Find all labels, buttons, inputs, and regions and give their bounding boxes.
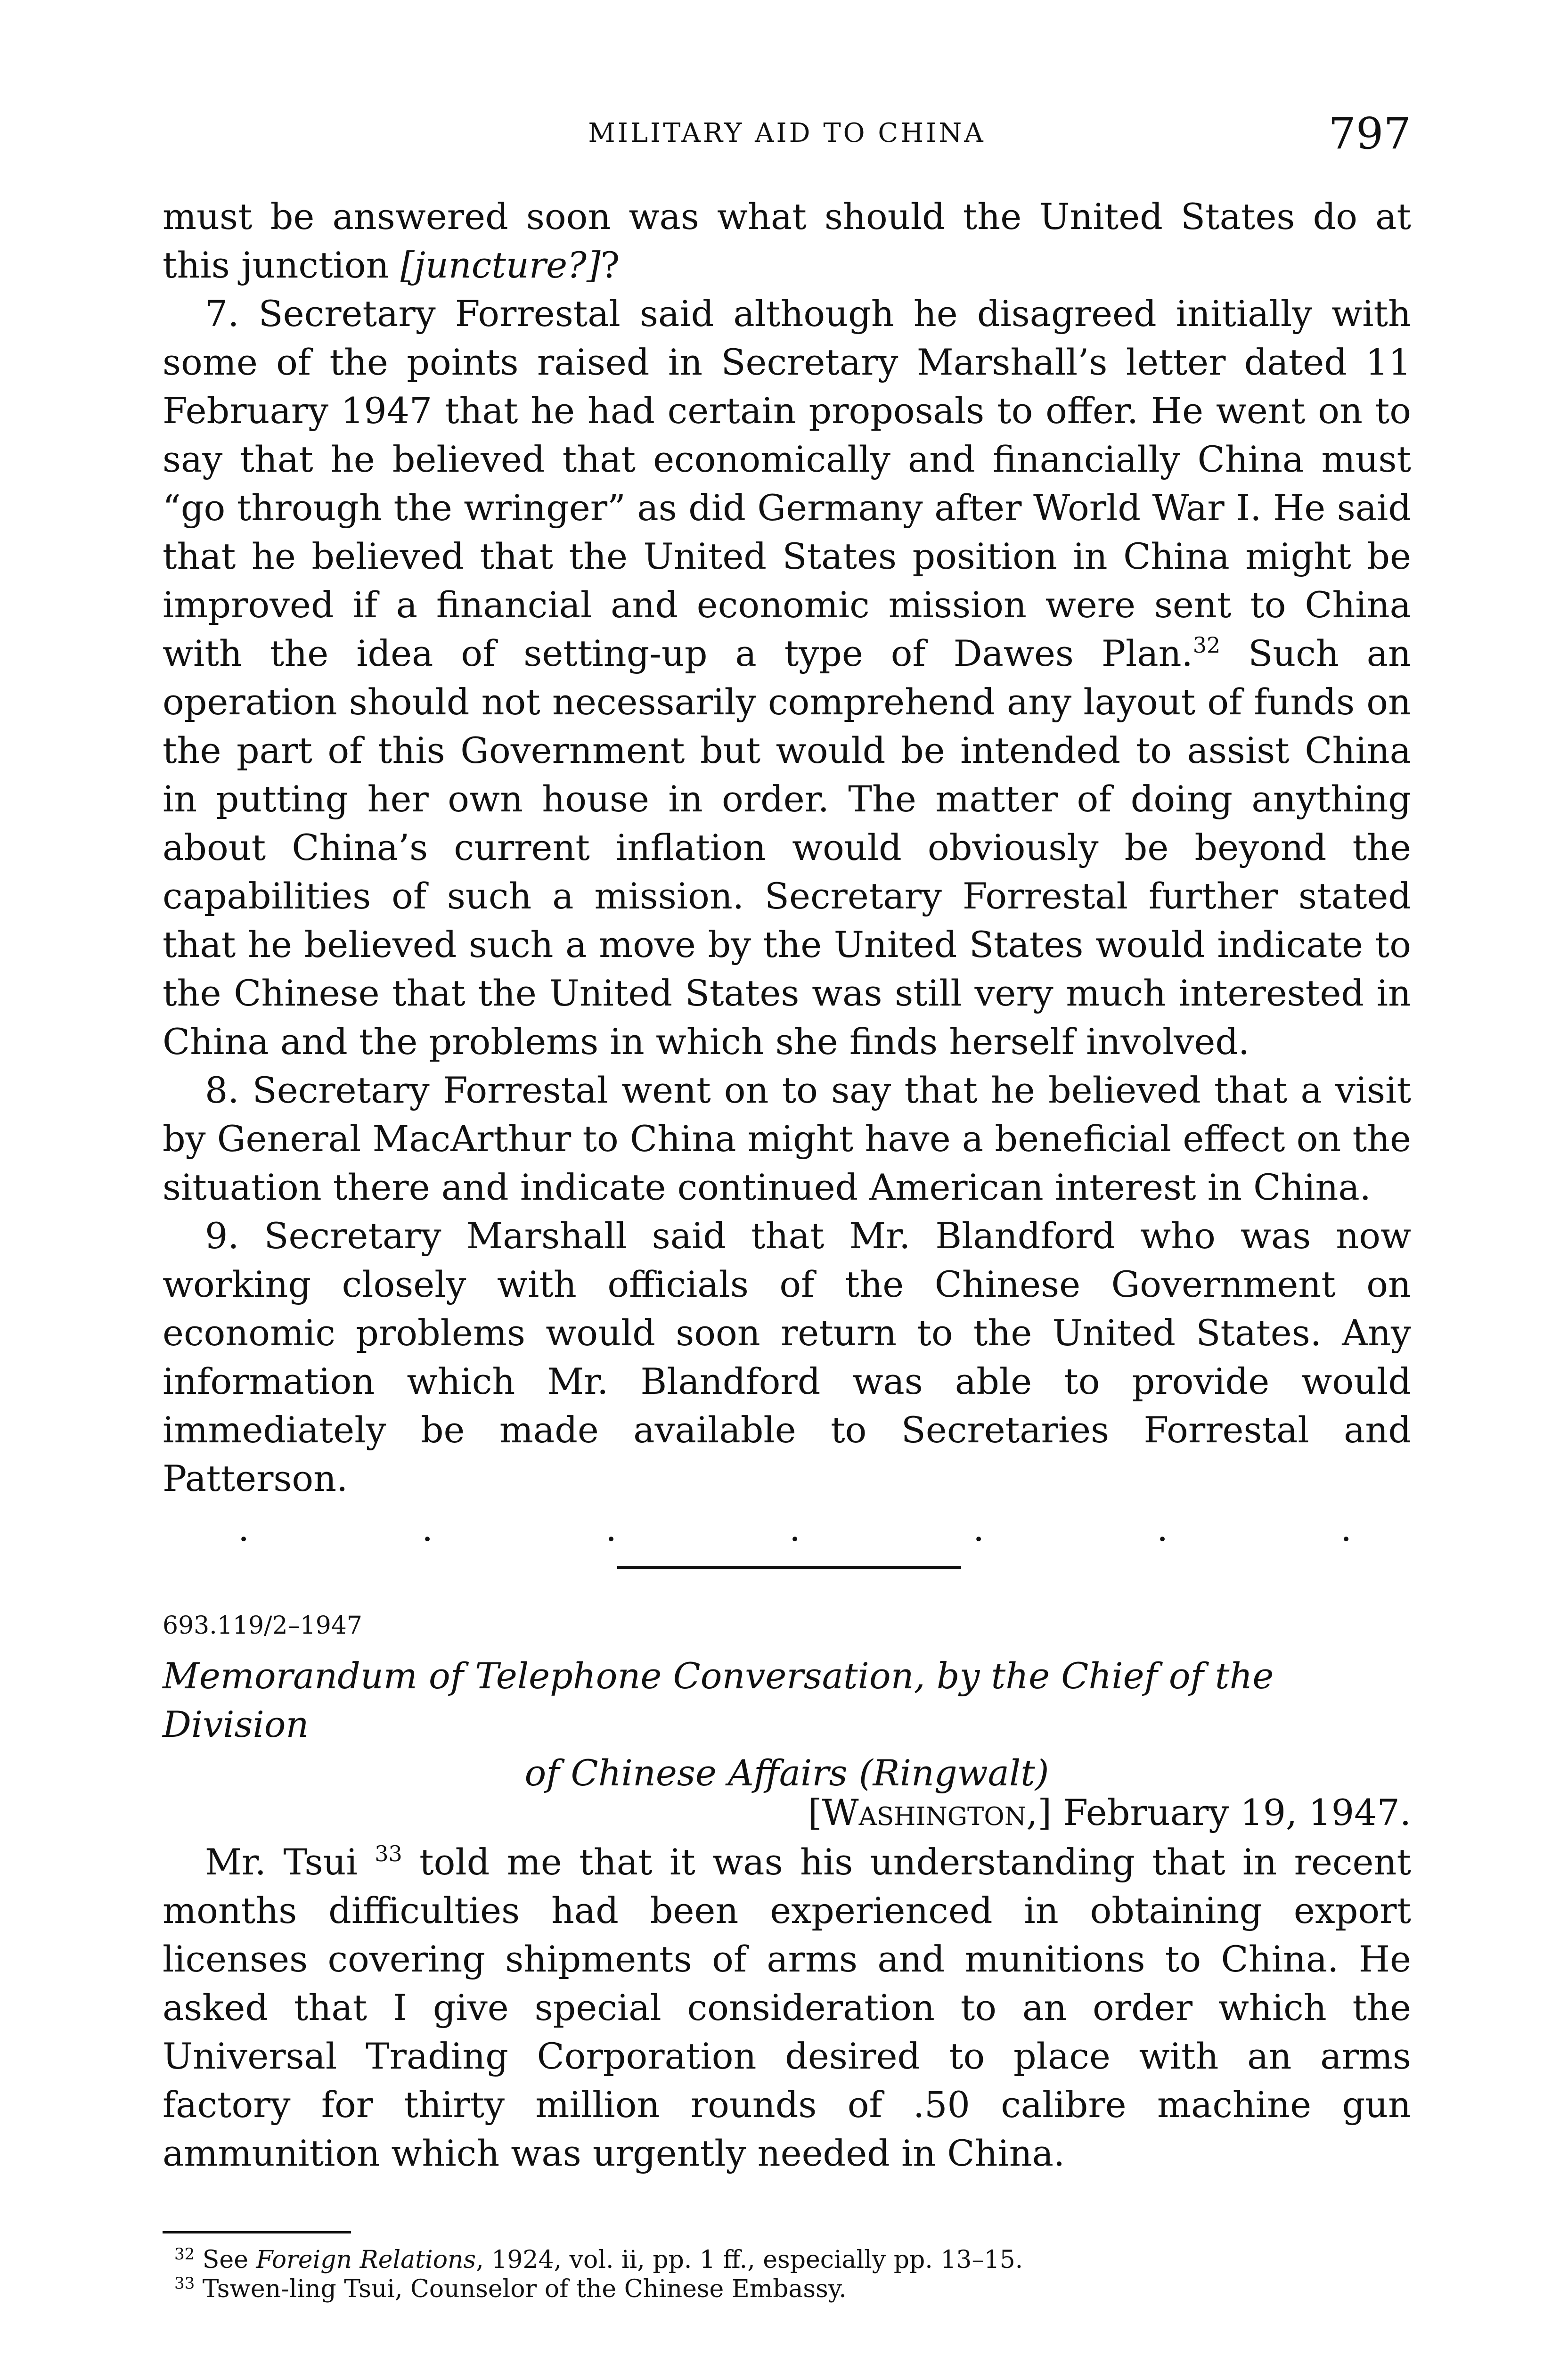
dateline-place: [Washington,] xyxy=(808,1792,1052,1833)
paragraph-8: 8. Secretary Forrestal went on to say that he believed that a visit by General MacArthur to China might have a beneficial effect on the situation there and indicate continued American interest in China. xyxy=(163,1069,1411,1208)
section-separator xyxy=(617,1566,961,1569)
dateline xyxy=(163,1788,1411,1837)
ellipsis-dot: . xyxy=(973,1507,985,1549)
memo-heading xyxy=(163,1652,1411,1797)
paragraph-6-continued: must be answered soon was what should the United States do at this junction [juncture?]? xyxy=(163,196,1411,286)
memo-heading-line-2: of Chinese Affairs (Ringwalt) xyxy=(524,1752,1049,1794)
body-text xyxy=(163,192,1411,1550)
ellipsis-dot: . xyxy=(238,1507,250,1549)
footnote-mark: 32 xyxy=(174,2245,195,2264)
ellipsis-dot: . xyxy=(1157,1507,1168,1549)
footnote-mark: 33 xyxy=(174,2274,195,2293)
file-number: 693.119/2–1947 xyxy=(163,1612,362,1640)
footnote-33: $^{33}$ Tswen-ling Tsui, Counselor of the Chinese Embassy. xyxy=(174,2274,847,2303)
omission-ellipsis xyxy=(163,1507,1411,1550)
paragraph-7: 7. Secretary Forrestal said although he disagreed initially with some of the points raised in Secretary Marshall’s letter dated 11 February 1947 that he had certain proposals to offer. He went on to say that he believed that economically and financially China must “go through the wringer” as did Germany after World War I. He said that he believed that the United States position in China might be improved if a financial and economic mission were sent to China with the idea of setting-up a type of Dawes Plan.$^{32}$ Such an operation should not necessarily comprehend any layout of funds on the part of this Government but would be intended to assist China in putting her own house in order. The matter of doing anything about China’s current inflation would obviously be beyond the capabilities of such a mission. Secretary Forrestal further stated that he believed such a move by the United States would indicate to the Chinese that the United States was still very much interested in China and the problems in which she finds herself involved. xyxy=(163,293,1411,1063)
memo-body xyxy=(163,1838,1411,2177)
ellipsis-dot: . xyxy=(422,1507,433,1549)
running-head xyxy=(163,108,1411,160)
ellipsis-dot: . xyxy=(605,1507,617,1549)
memo-paragraph: Mr. Tsui $^{33}$ told me that it was his understanding that in recent months difficulties had been experienced in obtaining export licenses covering shipments of arms and munitions to China. He asked that I give special consideration to an order which the Universal Trading Corporation desired to place with an arms factory for thirty million rounds of .50 calibre machine gun ammunition which was urgently needed in China. xyxy=(163,1841,1411,2174)
ellipsis-dot: . xyxy=(789,1507,801,1549)
footnote-32: $^{32}$ See Foreign Relations, 1924, vol. ii, pp. 1 ff., especially pp. 13–15. xyxy=(174,2245,1023,2274)
footnote-citation-title: Foreign Relations xyxy=(256,2246,476,2274)
paragraph-9: 9. Secretary Marshall said that Mr. Blandford who was now working closely with officials of the Chinese Government on economic problems would soon return to the United States. Any information which Mr. Blandford was able to provide would immediately be made available to Secretaries Forrestal and Patterson. xyxy=(163,1215,1411,1499)
ellipsis-dot: . xyxy=(1340,1507,1352,1549)
footnote-rule xyxy=(163,2231,351,2233)
footnote-ref-32: 32 xyxy=(1192,632,1221,658)
memo-heading-line-1: Memorandum of Telephone Conversation, by the Chief of the Division xyxy=(163,1655,1274,1745)
footnotes xyxy=(174,2245,1399,2304)
dateline-date: February 19, 1947. xyxy=(1052,1792,1411,1833)
running-title: MILITARY AID TO CHINA xyxy=(588,118,986,148)
footnote-ref-33: 33 xyxy=(375,1841,402,1866)
page-number: 797 xyxy=(1328,108,1411,159)
editorial-insertion: [juncture?] xyxy=(400,244,601,286)
